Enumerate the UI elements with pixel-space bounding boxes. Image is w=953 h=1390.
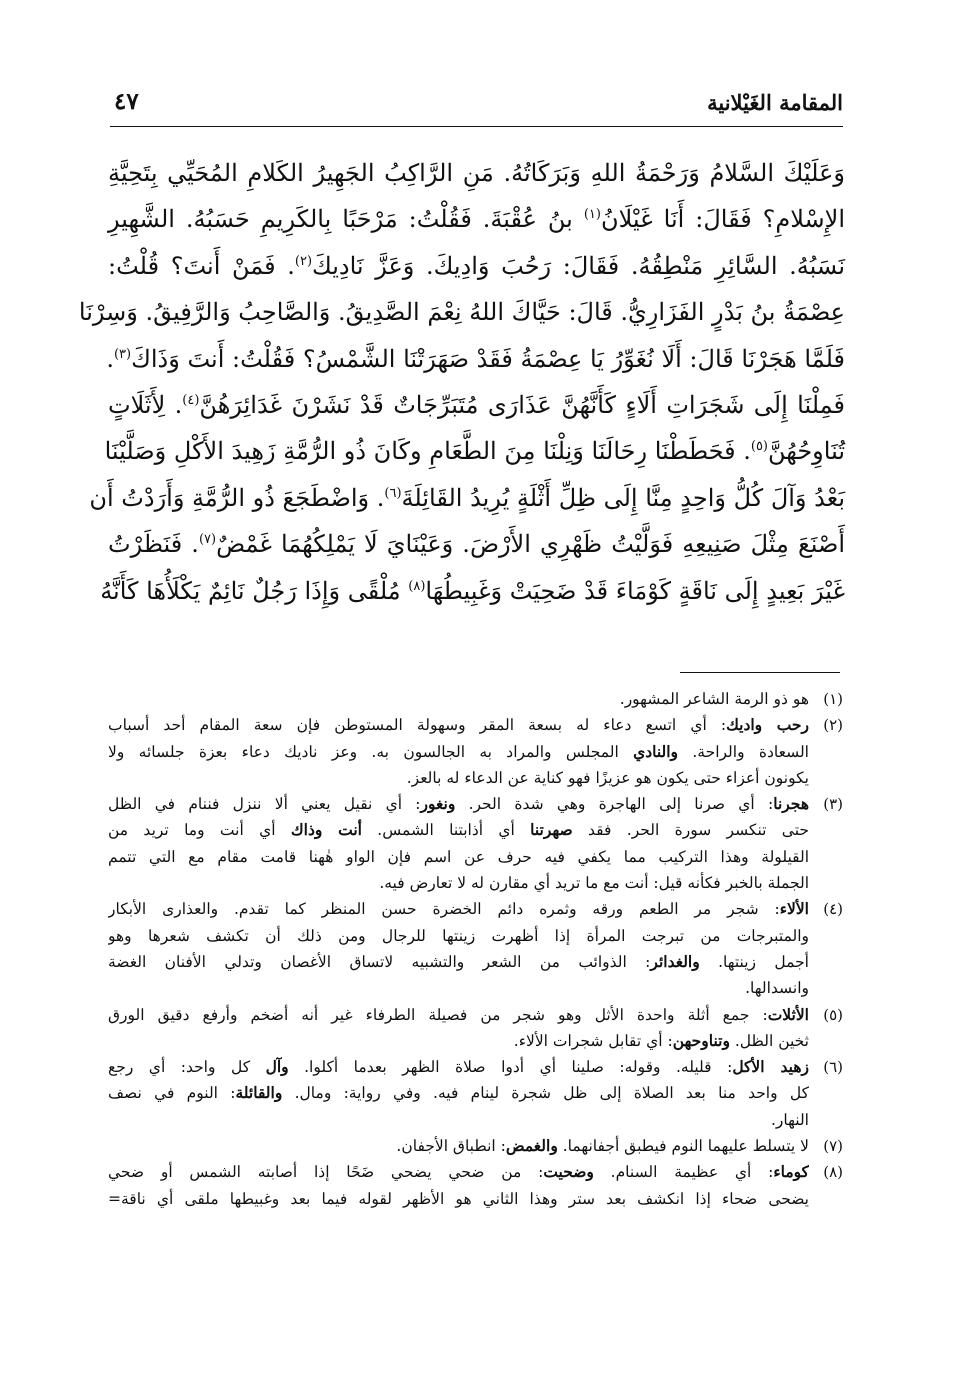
footnote-term: والغمض (505, 1136, 558, 1156)
footnote-line (108, 686, 809, 712)
footnote-line (108, 1159, 809, 1185)
footnote-text: الجملة بالخبر فكأنه قيل: أنت مع ما تريد أي مقارن له لا تعارض فيه. (379, 874, 809, 893)
footnote-line (108, 975, 809, 1001)
footnote-text: : شجر مر الطعم ورقه وثمره دائم الخضرة حسن المنظر كما تقدم. والعذارى الأبكار (108, 900, 780, 919)
footnote-term: صهرتنا (530, 820, 573, 840)
text-segment: فَمِلْنَا إِلَى شَجَرَاتِ أَلَاءٍ كَأَنَّهُنَّ عَذَارَى مُتَبَرِّجَاتٌ قَدْ نَشَرْنَ غَدَائِرَهُنَّ (199, 390, 845, 419)
footnote-term: أنت وذاك (290, 820, 362, 840)
footnote-number: (٣) (823, 795, 843, 814)
main-text (78, 150, 846, 614)
footnote-ref: (١) (583, 207, 601, 223)
footnote-text: يضحى ضحاء إذا انكشف بعد ستر وهذا الثاني هو الأظهر لقوله فيما بعد وغبيطها ملقى أي ناقة= (108, 1189, 809, 1208)
footnote-text: : أي اتسع دعاء له بسعة المقر وسهولة المستوطن فإن سعة المقام أحد أسباب (108, 716, 727, 735)
footnote-term: وآل (265, 1057, 289, 1077)
footnote-body (108, 1054, 809, 1133)
footnote-text: أي أنت وما تريد من (108, 821, 291, 840)
footnote-text: كل واحد منا بعد الصلاة إلى ظل شجرة لينام فيه. وفي رواية: ومال. (282, 1084, 809, 1103)
footnote-term: والغدائر (650, 951, 700, 971)
text-line (108, 243, 845, 289)
text-segment: وَعَلَيْكَ السَّلامُ وَرَحْمَةُ اللهِ وَبَرَكَاتُهُ. مَنِ الرَّاكِبُ الجَهِيرُ الكَلامِ المُحَيِّي بِتَحِيَّةِ (108, 159, 846, 187)
footnote-number: (٨) (823, 1163, 843, 1182)
footnote-text: : انطباق الأجفان. (396, 1137, 506, 1156)
footnote-ref: (٤) (182, 392, 200, 408)
footnote-body (108, 896, 809, 1001)
footnote-line (108, 765, 809, 791)
footnote-separator (680, 672, 840, 673)
text-line (100, 568, 845, 614)
footnote-line (108, 791, 809, 817)
footnote-line (108, 870, 809, 896)
footnote-line (108, 1002, 809, 1028)
text-line (108, 521, 845, 567)
footnote-text: هو ذو الرمة الشاعر المشهور. (619, 690, 809, 708)
footnote-line (108, 817, 809, 843)
footnotes (108, 686, 843, 1212)
footnote-line (108, 949, 809, 975)
footnote-term: الأثلات (767, 1004, 809, 1024)
footnote-text: : النوم في نصف (108, 1084, 236, 1103)
footnote-text: أجمل زينتها. (699, 952, 809, 971)
footnote-text: لا يتسلط عليهما النوم فيطبق أجفانهما. (557, 1137, 809, 1156)
footnote-ref: (٣) (113, 346, 132, 362)
footnote-term: والنادي (633, 741, 679, 761)
text-line (104, 428, 845, 474)
footnote-text: : الذوائب من الشعر والتشبيه لاتساق الأغصان وتدلي الأفنان الغضة (108, 952, 651, 971)
text-line (108, 382, 845, 428)
footnote-term: وتناوحهن (672, 1030, 730, 1050)
text-segment: . فَمَنْ أَنتَ؟ قُلْتُ: (108, 251, 295, 280)
footnote-ref: (٦) (384, 485, 402, 501)
text-segment: الإِسْلامِ؟ فَقَالَ: أَنَا غَيْلَانُ (600, 205, 846, 234)
footnote (108, 896, 843, 1001)
footnote-ref: (٧) (198, 532, 217, 548)
footnote-number: (٢) (823, 716, 843, 735)
footnote (108, 1133, 843, 1159)
text-line (78, 289, 845, 335)
text-segment: عِصْمَةُ بنُ بَدْرٍ الفَزَارِيُّ. قَالَ: حَيَّاكَ اللهُ نِعْمَ الصَّدِيقُ. وَالصَّاحِبُ وَالرَّفِيقُ. وَسِرْنَا (78, 298, 845, 327)
text-segment: . (106, 344, 114, 373)
footnote (108, 791, 843, 896)
footnote-text: : من ضحي يضحي ضَحًا إذا أصابته الشمس أو ضحي (108, 1163, 544, 1182)
footnote-term: رحب واديك (726, 715, 809, 735)
footnote (108, 1002, 843, 1055)
footnote-text: والمتبرجات من تبرجت المرأة إذا أظهرت زينتها للرجال ومن ذلك أن تكشف شعرها وهو (108, 926, 809, 945)
text-segment: مُلْقًى وَإِذَا رَجُلٌ نَائِمٌ يَكْلَأُهَا كَأَنَّهُ (100, 576, 409, 605)
text-segment: فَلَمَّا هَجَرْنَا قَالَ: أَلَا نُغَوِّرُ يَا عِصْمَةُ فَقَدْ صَهَرَتْنَا الشَّمْسُ؟ فَقُلْتُ: أَنتَ وَذَاكَ (131, 344, 845, 373)
text-segment: بَعْدُ وَآلَ كُلُّ وَاحِدٍ مِنَّا إِلَى ظِلِّ أَثْلَةٍ يُرِيدُ القَائِلَةَ (401, 483, 845, 512)
footnote-line (108, 896, 809, 922)
text-line (108, 196, 845, 242)
footnote-number: (٤) (823, 900, 843, 919)
footnote-text: السعادة والراحة. (678, 742, 809, 761)
footnote-body (108, 1002, 809, 1055)
footnote-body (108, 1133, 809, 1159)
text-segment: . فَحَطَطْنَا رِحَالَنَا وَنِلْنَا مِنَ الطَّعَامِ وكَانَ ذُو الرُّمَّةِ زَهِيدَ الأَكْلِ وَصَلَّيْنَا (104, 437, 751, 466)
footnote-text: ثخين الظل. (729, 1031, 809, 1050)
page-header (110, 86, 843, 127)
footnote-term: زهيد الأكل (732, 1057, 809, 1077)
text-segment: . فَنَظَرْتُ (108, 530, 199, 559)
footnote-term: وضحيت (543, 1162, 594, 1182)
footnote-term: والقائلة (235, 1083, 283, 1103)
footnote-line (108, 1028, 809, 1054)
footnote-text: : أي صرنا إلى الهاجرة وهي شدة الحر. (455, 795, 774, 814)
text-line (89, 475, 845, 521)
footnote (108, 1054, 843, 1133)
footnote-number: (٥) (823, 1005, 843, 1024)
footnote-text: وانسدالها. (745, 979, 809, 998)
footnote-term: هجرنا (773, 794, 809, 814)
footnote-body (108, 712, 809, 791)
footnote-body (108, 1159, 809, 1212)
footnote-ref: (٢) (294, 253, 313, 269)
text-line (108, 150, 845, 196)
footnote-term: الألاء (779, 899, 809, 919)
footnote-text: : أي نقيل يعني ألا ننزل فننام في الظل (108, 795, 421, 814)
footnote-text: يكونون أعزاء حتى يكون هو عزيزًا فهو كناية عن الدعاء له بالعز. (406, 768, 809, 787)
text-segment: أَصْنَعَ مِثْلَ صَنِيعِهِ فَوَلَّيْتُ ظَهْرِي الأَرْضَ. وَعَيْنَايَ لَا يَمْلِكُهُمَا غَمْضٌ (216, 530, 846, 559)
text-segment: نَسَبُهُ. السَّائِرِ مَنْطِقُهُ. فَقَالَ: رَحُبَ وَادِيكَ. وَعَزَّ نَادِيكَ (312, 251, 845, 280)
page-number: ٤٧ (114, 88, 139, 115)
footnote-line (108, 923, 809, 949)
footnote (108, 686, 843, 712)
footnote-line (108, 1186, 809, 1212)
text-segment: تُنَاوِحُهُنَّ (768, 437, 845, 466)
footnote-line (108, 739, 809, 765)
footnote-line (108, 1107, 809, 1133)
footnote-term: ونغور (420, 794, 456, 814)
footnote-line (108, 1054, 809, 1080)
footnote-line (108, 712, 809, 738)
footnote-text: المجلس والمراد به الجالسون به. وعز ناديك دعاء بعزة جلسائه ولا (108, 742, 634, 761)
footnote-text: : قليله. وقوله: صلينا أي أدوا صلاة الظهر بعدما أكلوا. (288, 1058, 733, 1077)
footnote-text: : أي تقابل شجرات الألاء. (513, 1031, 673, 1050)
text-line (108, 336, 845, 382)
text-segment: . وَاضْطَجَعَ ذُو الرُّمَّةِ وَأَرَدْتُ أَن (89, 483, 385, 512)
footnote-body (108, 791, 809, 896)
footnote-text: حتى تنكسر سورة الحر. فقد (572, 821, 809, 840)
footnote-term: كوماء (773, 1162, 809, 1182)
footnote-text: القيلولة وهذا التركيب مما يكفي فيه حرف عن اسم فإن الواو هٰهنا قامت مقام مع التي تتمم (108, 847, 809, 866)
text-segment: . لِأَثَلَاتٍ (108, 390, 183, 419)
footnote-line (108, 1080, 809, 1106)
footnote-line (108, 1133, 809, 1159)
footnote-text: النهار. (771, 1110, 809, 1129)
footnote-number: (٧) (823, 1137, 843, 1156)
running-title: المقامة الغَيْلانية (707, 90, 843, 115)
footnote-ref: (٨) (408, 578, 426, 594)
footnote (108, 712, 843, 791)
footnote-line (108, 844, 809, 870)
footnote-text: : أي عظيمة السنام. (593, 1163, 774, 1182)
footnote (108, 1159, 843, 1212)
footnote-text: أي أذابتنا الشمس. (361, 821, 531, 840)
footnote-text: كل واحد: أي رجع (108, 1058, 266, 1077)
footnote-ref: (٥) (750, 439, 768, 455)
footnote-text: : جمع أثلة واحدة الأثل وهو شجر من فصيلة الطرفاء غير أنه أضخم وأرفع دقيق الورق (108, 1005, 768, 1024)
footnote-number: (١) (823, 690, 843, 708)
text-segment: بنُ عُقْبَةَ. فَقُلْتُ: مَرْحَبًا بِالكَرِيمِ حَسَبُهُ. الشَّهِيرِ (108, 205, 584, 234)
text-segment: غَيْرَ بَعِيدٍ إِلَى نَاقَةٍ كَوْمَاءَ قَدْ ضَحِيَتْ وَغَبِيطُهَا (425, 576, 845, 605)
footnote-body (108, 686, 809, 712)
footnote-number: (٦) (823, 1058, 843, 1077)
